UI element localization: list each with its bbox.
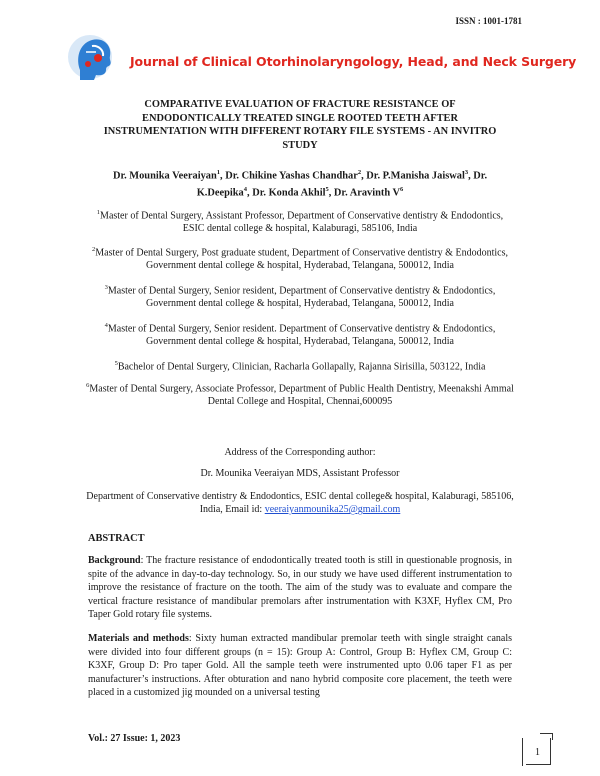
- affiliation-4: $^4$Master of Dental Surgery, Senior resident. Department of Conservative dentistry & Endodontics, Government dental college & hospital, Hyderabad, Telangana, 500012, India: [104, 322, 496, 348]
- author-list: Dr. Mounika Veeraiyan$^1$, Dr. Chikine Yashas Chandhar$^2$, Dr. P.Manisha Jaiswal$^3$, Dr. K.Deepika$^4$, Dr. Konda Akhil$^5$, Dr. Aravinth $V^6$: [112, 169, 488, 199]
- abstract-methods: Materials and methods: Sixty human extracted mandibular premolar teeth with single straight canals were divided into four different groups (n = 15): Group A: Control, Group B: Hyflex CM, Group C: K3XF, Group D: Pro taper Gold. All the sample teeth were instrumented upto 0.06 taper F1 as per manufacturer’s instructions. After obturation and nano hybrid composite core placement, the teeth were placed in a customized jig mounded on a universal testing: [88, 633, 512, 699]
- corresponding-address: Department of Conservative dentistry & Endodontics, ESIC dental college& hospital, Kalaburagi, 585106, India, Email id: veeraiyanmounika25@gmail.com: [86, 491, 514, 515]
- page-number: 1: [535, 747, 540, 758]
- page-box-corner: [540, 733, 553, 740]
- journal-name: Journal of Clinical Otorhinolaryngology, Head, and Neck Surgery: [130, 54, 577, 69]
- volume-issue: Vol.: 27 Issue: 1, 2023: [88, 733, 181, 744]
- email-link[interactable]: veeraiyanmounika25@gmail.com: [264, 504, 401, 515]
- affiliation-2: $^2$Master of Dental Surgery, Post graduate student, Department of Conservative dentistry & Endodontics, Government dental college & hospital, Hyderabad, Telangana, 500012, India: [92, 246, 508, 272]
- author: Dr. K.Deepika: [196, 170, 488, 199]
- author: Dr. Konda Akhil: [252, 187, 326, 199]
- author: Dr. P.Manisha Jaiswal: [366, 170, 465, 182]
- affiliation-3: $^3$Master of Dental Surgery, Senior resident, Department of Conservative dentistry & Endodontics, Government dental college & hospital, Hyderabad, Telangana, 500012, India: [104, 284, 496, 310]
- corresponding-heading: Address of the Corresponding author:: [224, 447, 376, 458]
- journal-logo-icon: [66, 30, 122, 84]
- affiliation-5: $^5$Bachelor of Dental Surgery, Clinician, Racharla Gollapally, Rajanna Sirisilla, 503122, India: [114, 360, 486, 373]
- author: Dr. Mounika Veeraiyan: [112, 170, 217, 182]
- corresponding-name: Dr. Mounika Veeraiyan MDS, Assistant Professor: [200, 468, 400, 479]
- issn-label: ISSN : 1001-1781: [455, 16, 522, 26]
- affiliation-6: $^6$Master of Dental Surgery, Associate Professor, Department of Public Health Dentistry, Meenakshi Ammal Dental College and Hospital, Chennai,600095: [86, 382, 514, 408]
- paper-title: COMPARATIVE EVALUATION OF FRACTURE RESISTANCE OF ENDODONTICALLY TREATED SINGLE ROOTED TEETH AFTER INSTRUMENTATION WITH DIFFERENT ROTARY FILE SYSTEMS - AN INVITRO STUDY: [103, 99, 497, 151]
- page-box-left: [522, 738, 523, 766]
- author: Dr. Chikine Yashas Chandhar: [225, 170, 358, 182]
- abstract-background: Background: The fracture resistance of endodontically treated tooth is still in questionable prognosis, in spite of the advance in day-to-day technology. So, in our study we have used different instrumentation to improve the resistance of fracture on the tooth. The aim of the study was to evaluate and compare the vertical fracture resistance of mandibular premolars after instrumentation with K3XF, Hyflex CM, Pro Taper Gold rotary file systems.: [88, 555, 512, 621]
- affiliation-1: $^1$Master of Dental Surgery, Assistant Professor, Department of Conservative dentistry & Endodontics, ESIC dental college & hospital, Kalaburagi, 585106, India: [96, 209, 504, 235]
- abstract-heading: ABSTRACT: [88, 533, 145, 544]
- author: Dr. Aravinth V: [333, 187, 401, 199]
